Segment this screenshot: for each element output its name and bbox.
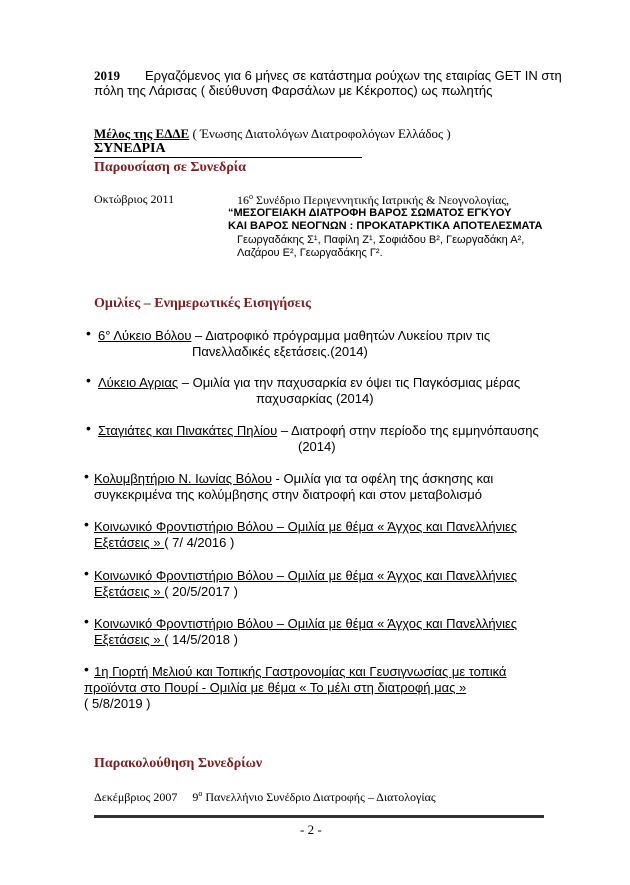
talk-venue: Λύκειο Αγριας bbox=[98, 375, 179, 390]
talk-date: ( 20/5/2017 ) bbox=[164, 584, 238, 599]
talk-item-2-line-2: παχυσαρκίας (2014) bbox=[256, 391, 374, 406]
employment-line-2: πόλη της Λάρισας ( διεύθυνση Φαρσάλων με Κέκροπος) ως πωλητής bbox=[94, 83, 493, 98]
attendance-conf-ordinal: ο bbox=[198, 789, 203, 798]
talk-description: Διατροφή στην περίοδο της εμμηνόπαυσης bbox=[291, 423, 539, 438]
talk-description: - Ομιλία για τα οφέλη της άσκησης και bbox=[271, 471, 494, 486]
talk-item-7: Κοινωνικό Φροντιστήριο Βόλου – Ομιλία με θέμα « Άγχος και Πανελλήνιες bbox=[94, 616, 518, 631]
presentation-conference bbox=[237, 192, 509, 208]
talk-separator: – bbox=[178, 375, 193, 390]
talk-title-end: Εξετάσεις » bbox=[94, 584, 165, 599]
presentation-heading: Παρουσίαση σε Συνεδρία bbox=[94, 160, 246, 175]
presentation-title-1: “ΜΕΣΟΓΕΙΑΚΗ ΔΙΑΤΡΟΦΗ ΒΑΡΟΣ ΣΩΜΑΤΟΣ ΕΓΚΥΟΥ bbox=[228, 207, 512, 219]
talk-item-6: Κοινωνικό Φροντιστήριο Βόλου – Ομιλία με θέμα « Άγχος και Πανελλήνιες bbox=[94, 568, 518, 583]
talk-date: ( 7/ 4/2016 ) bbox=[164, 535, 235, 550]
talk-item-5-line-2 bbox=[94, 535, 234, 550]
talk-item-8: 1η Γιορτή Μελιού και Τοπικής Γαστρονομίας και Γευσιγνωσίας με τοπικά bbox=[94, 664, 507, 679]
talk-item-3 bbox=[98, 423, 539, 438]
presentation-title-2: ΚΑΙ ΒΑΡΟΣ ΝΕΟΓΝΩΝ : ΠΡΟΚΑΤΑΡΚΤΙΚΑ ΑΠΟΤΕΛΕΣΜΑΤΑ bbox=[228, 220, 543, 232]
bullet-icon: • bbox=[86, 372, 91, 388]
footer-rule bbox=[94, 815, 544, 818]
presentation-date: Οκτώβριος 2011 bbox=[94, 192, 175, 206]
employment-year: 2019 bbox=[94, 68, 120, 83]
talk-venue: 6° Λύκειο Βόλου bbox=[98, 328, 192, 343]
talk-item-8-line-2: προϊόντα στο Πουρί - Ομιλία με θέμα « Το μέλι στη διατροφή μας » bbox=[84, 680, 467, 695]
talk-description: Ομιλία για την παχυσαρκία εν όψει τις Παγκόσμιας μέρας bbox=[192, 375, 521, 390]
talk-item-2 bbox=[98, 375, 520, 390]
membership-line bbox=[94, 126, 451, 142]
talk-venue: Κολυμβητήριο Ν. Ιωνίας Βόλου bbox=[94, 471, 272, 486]
talk-title-end: Εξετάσεις » bbox=[94, 632, 165, 647]
talk-separator: – bbox=[191, 328, 206, 343]
attendance-date: Δεκέμβριος 2007 bbox=[94, 790, 178, 804]
bullet-icon: • bbox=[86, 325, 91, 341]
talk-venue: Σταγιάτες και Πινακάτες Πηλίου bbox=[98, 423, 278, 438]
bullet-icon: • bbox=[84, 516, 89, 532]
membership-desc: ( Ένωσης Διατολόγων Διατροφολόγων Ελλάδος ) bbox=[189, 126, 451, 141]
talk-item-8-date: ( 5/8/2019 ) bbox=[84, 696, 151, 711]
section-divider bbox=[94, 157, 362, 158]
talk-item-4 bbox=[94, 471, 493, 486]
talk-item-3-line-2: (2014) bbox=[298, 439, 336, 454]
talk-item-4-line-2: συγκεκριμένα της κολύμβησης στην διατροφή και στον μεταβολισμό bbox=[94, 487, 483, 502]
presentation-authors-1: Γεωργαδάκης Σ¹, Παφίλη Ζ¹, Σοφιάδου Β², Γεωργαδάκη Α², bbox=[237, 234, 525, 246]
bullet-icon: • bbox=[84, 613, 89, 629]
bullet-icon: • bbox=[86, 420, 91, 436]
page-number: - 2 - bbox=[300, 822, 322, 837]
presentation-authors-2: Λαζάρου Ε², Γεωργαδάκης Γ². bbox=[237, 247, 383, 259]
membership-label: Μέλος της ΕΔΔΕ bbox=[94, 126, 190, 141]
section-conferences-title: ΣΥΝΕΔΡΙΑ bbox=[94, 141, 166, 156]
bullet-icon: • bbox=[84, 468, 89, 484]
talk-title-end: Εξετάσεις » bbox=[94, 535, 165, 550]
talk-date: ( 14/5/2018 ) bbox=[164, 632, 238, 647]
attendance-conf-name: Πανελλήνιο Συνέδριο Διατροφής – Διατολογίας bbox=[202, 790, 436, 804]
talk-separator: – bbox=[277, 423, 292, 438]
conference-name: Συνέδριο Περιγεννητικής Ιατρικής & Νεογνολογίας, bbox=[253, 193, 510, 207]
talk-item-1-line-2: Πανελλαδικές εξετάσεις.(2014) bbox=[192, 344, 368, 359]
talk-item-7-line-2 bbox=[94, 632, 238, 647]
conference-ordinal: ο bbox=[249, 192, 253, 201]
bullet-icon: • bbox=[84, 565, 89, 581]
talk-item-1 bbox=[98, 328, 490, 343]
conference-number: 16 bbox=[237, 193, 249, 207]
attendance-conf-number: 9 bbox=[192, 790, 199, 804]
talks-heading: Ομιλίες – Ενημερωτικές Εισηγήσεις bbox=[94, 296, 311, 311]
employment-line-1: Εργαζόμενος για 6 μήνες σε κατάστημα ρούχων της εταιρίας GET IN στη bbox=[145, 68, 562, 83]
bullet-icon: • bbox=[84, 661, 89, 677]
attendance-heading: Παρακολούθηση Συνεδρίων bbox=[94, 756, 263, 771]
attendance-entry bbox=[94, 789, 436, 805]
talk-description: Διατροφικό πρόγραμμα μαθητών Λυκείου πριν τις bbox=[205, 328, 491, 343]
talk-item-5: Κοινωνικό Φροντιστήριο Βόλου – Ομιλία με θέμα « Άγχος και Πανελλήνιες bbox=[94, 519, 518, 534]
talk-item-6-line-2 bbox=[94, 584, 238, 599]
